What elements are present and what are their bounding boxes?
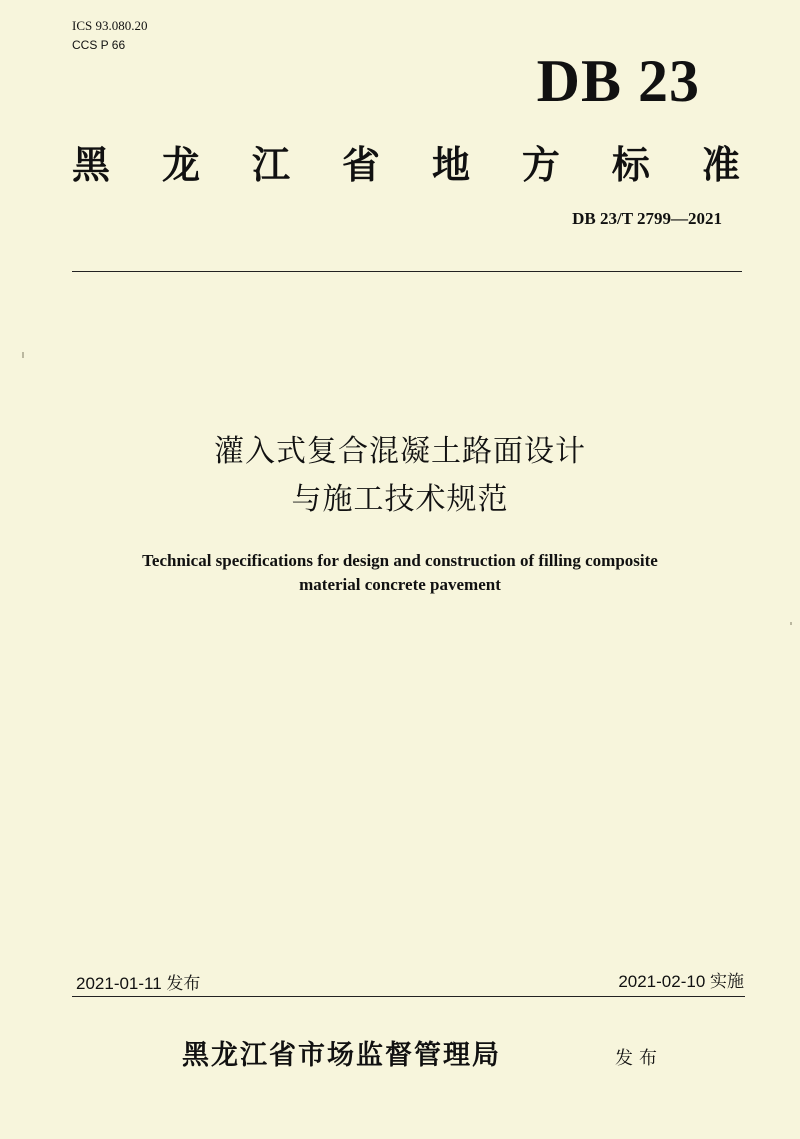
standard-title-char: 地 [431,142,470,187]
standard-number: DB 23/T 2799—2021 [572,209,722,228]
scan-speck [790,622,792,625]
english-title-line-1: Technical specifications for design and construction of filling composite [142,551,658,570]
ics-code: ICS 93.080.20 [72,18,148,33]
standard-title-char: 准 [701,142,740,187]
issue-label: 发布 [615,1048,663,1069]
standard-title-char: 黑 [72,142,111,187]
standard-title-char: 龙 [161,142,200,187]
issuing-authority: 黑龙江省市场监督管理局 [182,1040,501,1071]
release-date: 2021-01-11 发布 [76,974,201,993]
db-code: DB 23 [536,48,700,114]
chinese-title-line-2: 与施工技术规范 [291,482,509,517]
ccs-code: CCS P 66 [72,38,126,52]
standard-title-char: 江 [251,142,290,187]
standard-title-char: 标 [611,142,650,187]
english-title-line-2: material concrete pavement [299,575,501,594]
implementation-date: 2021-02-10 实施 [618,972,744,991]
bottom-divider [72,996,745,997]
chinese-title-line-1: 灌入式复合混凝土路面设计 [214,434,586,469]
standard-title-char: 省 [341,142,380,187]
scan-speck [22,352,24,358]
standard-title-char: 方 [521,142,560,187]
standard-type-title [72,140,740,190]
top-divider [72,271,742,272]
